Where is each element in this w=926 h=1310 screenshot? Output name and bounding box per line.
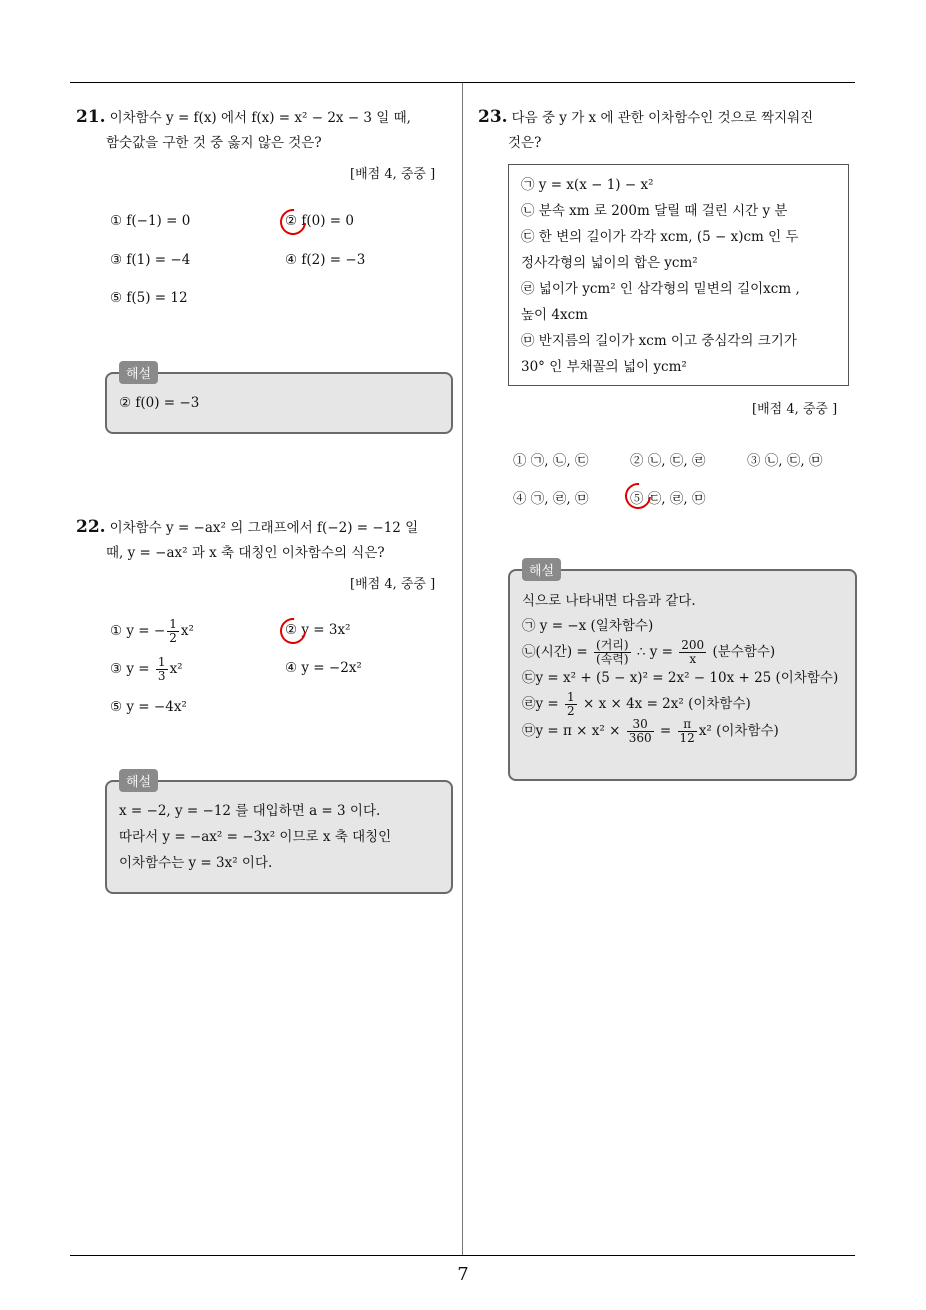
condition-line: ㉤ 반지름의 길이가 xcm 이고 중심각의 크기가	[521, 333, 797, 349]
q21-choice-3[interactable]: ③ f(1) = −4	[110, 252, 191, 268]
question-21-line1: 이차함수 y = f(x) 에서 f(x) = x² − 2x − 3 일 때,	[109, 110, 411, 126]
question-23-line2: 것은?	[508, 135, 542, 151]
condition-line: ㉢ 한 변의 길이가 각각 xcm, (5 − x)cm 인 두	[521, 229, 799, 245]
question-22-stem	[76, 514, 418, 541]
question-23-number: 23.	[478, 107, 508, 127]
condition-line: 30° 인 부채꼴의 넓이 ycm²	[521, 359, 687, 375]
q22-choice-4[interactable]: ④ y = −2x²	[285, 660, 362, 676]
question-23-score: [배점 4, 중중 ]	[752, 402, 838, 417]
condition-line: ㉠ y = x(x − 1) − x²	[521, 177, 654, 193]
q22-choice-2-marked: ② y = 3x²	[285, 622, 351, 638]
question-22-score: [배점 4, 중중 ]	[350, 577, 436, 592]
question-21-line2: 함숫값을 구한 것 중 옳지 않은 것은?	[106, 135, 322, 151]
q21-choice-1[interactable]: ① f(−1) = 0	[110, 213, 191, 229]
q23-choice-3[interactable]: ③ ㉡, ㉢, ㉤	[747, 453, 823, 469]
red-circle-mark	[275, 204, 312, 241]
fraction: $\frac{1}{2}$	[169, 617, 177, 645]
question-23-line1: 다음 중 y 가 x 에 관한 이차함수인 것으로 짝지워진	[511, 110, 814, 126]
question-23-stem	[478, 104, 813, 131]
condition-line: ㉣ 넓이가 ycm² 인 삼각형의 밑변의 길이xcm ,	[521, 281, 800, 297]
question-22-line2: 때, y = −ax² 과 x 축 대칭인 이차함수의 식은?	[106, 545, 385, 561]
q22-choice-3[interactable]: ③ y = $\frac{1}{3}$ x²	[110, 655, 183, 683]
column-divider	[462, 83, 463, 1255]
q22-choice-1[interactable]: ① y = − $\frac{1}{2}$ x²	[110, 617, 194, 645]
q21-solution-tag: 해설	[119, 361, 158, 384]
q22-solution-text: x = −2, y = −12 를 대입하면 a = 3 이다. 따라서 y = −ax² = −3x² 이므로 x 축 대칭인 이차함수는 y = 3x² 이다.	[119, 803, 392, 871]
page-number: 7	[457, 1264, 469, 1285]
q23-choice-4[interactable]: ④ ㉠, ㉣, ㉤	[513, 491, 589, 507]
q23-choice-5-marked: ⑤ ㉢, ㉣, ㉤	[630, 487, 705, 507]
q22-solution-tag: 해설	[119, 769, 158, 792]
question-22-number: 22.	[76, 517, 106, 537]
q21-solution-box	[105, 367, 453, 434]
question-22-line1: 이차함수 y = −ax² 의 그래프에서 f(−2) = −12 일	[109, 520, 419, 536]
q21-choice-2[interactable]	[285, 213, 354, 229]
q23-choice-2[interactable]: ② ㉡, ㉢, ㉣	[630, 453, 706, 469]
bottom-rule	[70, 1255, 855, 1256]
red-circle-mark	[620, 478, 657, 515]
solution-line-2: ㉡(시간) = $\frac{\text{(거리)}}{\text{(속력)}}$ ∴ y = $\frac{200}{x}$ (분수함수)	[522, 638, 776, 666]
q22-choice-5[interactable]: ⑤ y = −4x²	[110, 699, 187, 715]
q23-solution-tag: 해설	[522, 558, 561, 581]
q22-solution-box	[105, 775, 453, 894]
condition-line: 높이 4xcm	[521, 307, 588, 323]
q21-solution-text: ② f(0) = −3	[119, 395, 200, 411]
red-circle-mark	[275, 613, 312, 650]
q23-conditions-box	[508, 164, 849, 386]
q23-solution-text: 식으로 나타내면 다음과 같다. ㉠ y = −x (일차함수) ㉡(시간) = $\frac{\text{(거리)}}{\text{(속력)}}$ ∴ y = $\frac{200}{x}$ (분수함수) ㉢y = x² + (5 − x)² = 2x² − 10x + 25 (이차함수) ㉣y = $\frac{1}{2}$ × x × 4x = 2x² (이차함수) ㉤y = π × x² × $\frac{30}{360}$ = $\frac{\pi}{12}$ x² (이차함수)	[522, 593, 839, 745]
q21-choice-5[interactable]: ⑤ f(5) = 12	[110, 290, 188, 306]
question-21-number: 21.	[76, 107, 106, 127]
question-21-score: [배점 4, 중중 ]	[350, 167, 436, 182]
condition-line: 정사각형의 넓이의 합은 ycm²	[521, 255, 698, 271]
solution-line-4: ㉣y = $\frac{1}{2}$ × x × 4x = 2x² (이차함수)	[522, 690, 751, 718]
question-21-stem	[76, 104, 411, 131]
q22-choice-2[interactable]	[285, 622, 351, 638]
q21-choice-4[interactable]: ④ f(2) = −3	[285, 252, 366, 268]
q23-choice-5[interactable]	[630, 487, 705, 507]
solution-line-5: ㉤y = π × x² × $\frac{30}{360}$ = $\frac{\pi}{12}$ x² (이차함수)	[522, 717, 779, 745]
q21-choice-2-marked: ② f(0) = 0	[285, 213, 354, 229]
condition-line: ㉡ 분속 xm 로 200m 달릴 때 걸린 시간 y 분	[521, 203, 788, 219]
q23-choice-1[interactable]: ① ㉠, ㉡, ㉢	[513, 453, 589, 469]
fraction: $\frac{1}{3}$	[157, 655, 166, 683]
q23-solution-box	[508, 564, 857, 781]
